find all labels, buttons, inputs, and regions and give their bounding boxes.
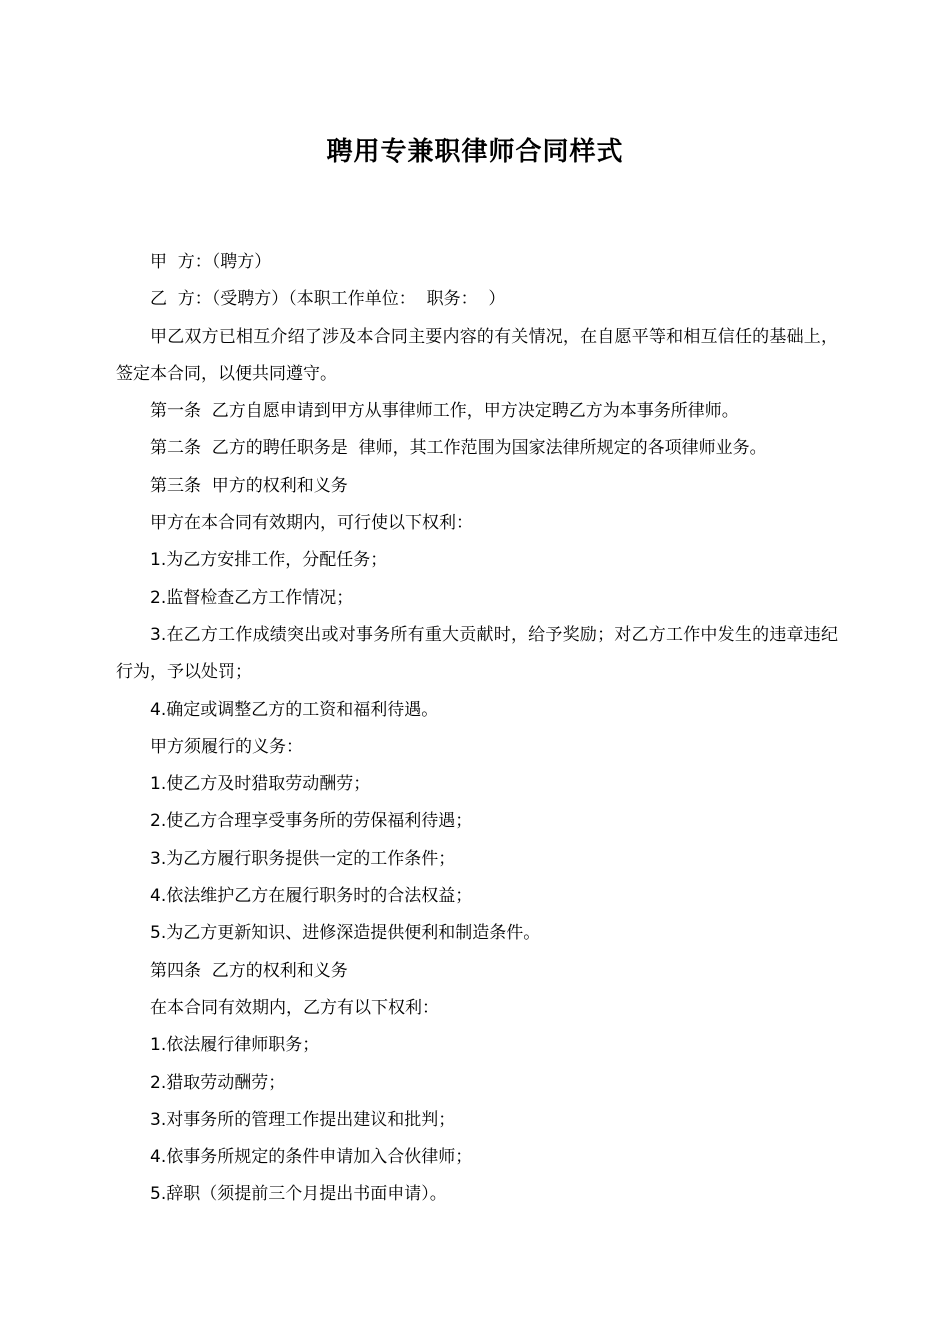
paragraph-party-a-duty-5: 5.为乙方更新知识、进修深造提供便利和制造条件。 — [150, 923, 541, 944]
paragraph-party-a-right-3: 3.在乙方工作成绩突出或对事务所有重大贡献时，给予奖励；对乙方工作中发生的违章违纪行为，予以处罚； — [116, 624, 838, 683]
paragraph-party-b-right-3: 3.对事务所的管理工作提出建议和批判； — [150, 1109, 456, 1130]
paragraph-party-b-right-2: 2.猎取劳动酬劳； — [150, 1072, 286, 1093]
document-title: 聘用专兼职律师合同样式 — [326, 137, 624, 167]
paragraph-party-a: 甲 方：（聘方） — [150, 252, 272, 272]
paragraph-party-a-duty-1: 1.使乙方及时猎取劳动酬劳； — [150, 774, 371, 795]
paragraph-article-3-heading: 第三条 甲方的权利和义务 — [150, 475, 348, 496]
paragraph-article-2: 第二条 乙方的聘任职务是 律师，其工作范围为国家法律所规定的各项律师业务。 — [150, 438, 767, 459]
paragraph-party-b-rights-intro: 在本合同有效期内，乙方有以下权利： — [150, 997, 439, 1018]
paragraph-party-b: 乙 方：（受聘方）（本职工作单位： 职务： ） — [150, 289, 506, 310]
paragraph-party-b-right-5: 5.辞职（须提前三个月提出书面申请）。 — [150, 1184, 447, 1205]
paragraph-party-b-right-4: 4.依事务所规定的条件申请加入合伙律师； — [150, 1147, 473, 1168]
paragraph-party-a-duties-intro: 甲方须履行的义务： — [150, 736, 303, 757]
paragraph-party-a-right-1: 1.为乙方安排工作，分配任务； — [150, 550, 388, 571]
paragraph-party-b-right-1: 1.依法履行律师职务； — [150, 1035, 320, 1056]
paragraph-preamble: 甲乙双方已相互介绍了涉及本合同主要内容的有关情况，在自愿平等和相互信任的基础上，签定本合同，以便共同遵守。 — [116, 326, 838, 384]
paragraph-party-a-duty-3: 3.为乙方履行职务提供一定的工作条件； — [150, 848, 456, 869]
paragraph-article-4-heading: 第四条 乙方的权利和义务 — [150, 960, 348, 981]
paragraph-party-a-duty-2: 2.使乙方合理享受事务所的劳保福利待遇； — [150, 811, 473, 832]
paragraph-article-1: 第一条 乙方自愿申请到甲方从事律师工作，甲方决定聘乙方为本事务所律师。 — [150, 401, 739, 422]
document-body — [116, 244, 838, 1214]
paragraph-party-a-right-2: 2.监督检查乙方工作情况； — [150, 587, 354, 608]
paragraph-party-a-rights-intro: 甲方在本合同有效期内，可行使以下权利： — [150, 513, 473, 534]
paragraph-party-a-right-4: 4.确定或调整乙方的工资和福利待遇。 — [150, 699, 439, 720]
paragraph-party-a-duty-4: 4.依法维护乙方在履行职务时的合法权益； — [150, 886, 473, 907]
